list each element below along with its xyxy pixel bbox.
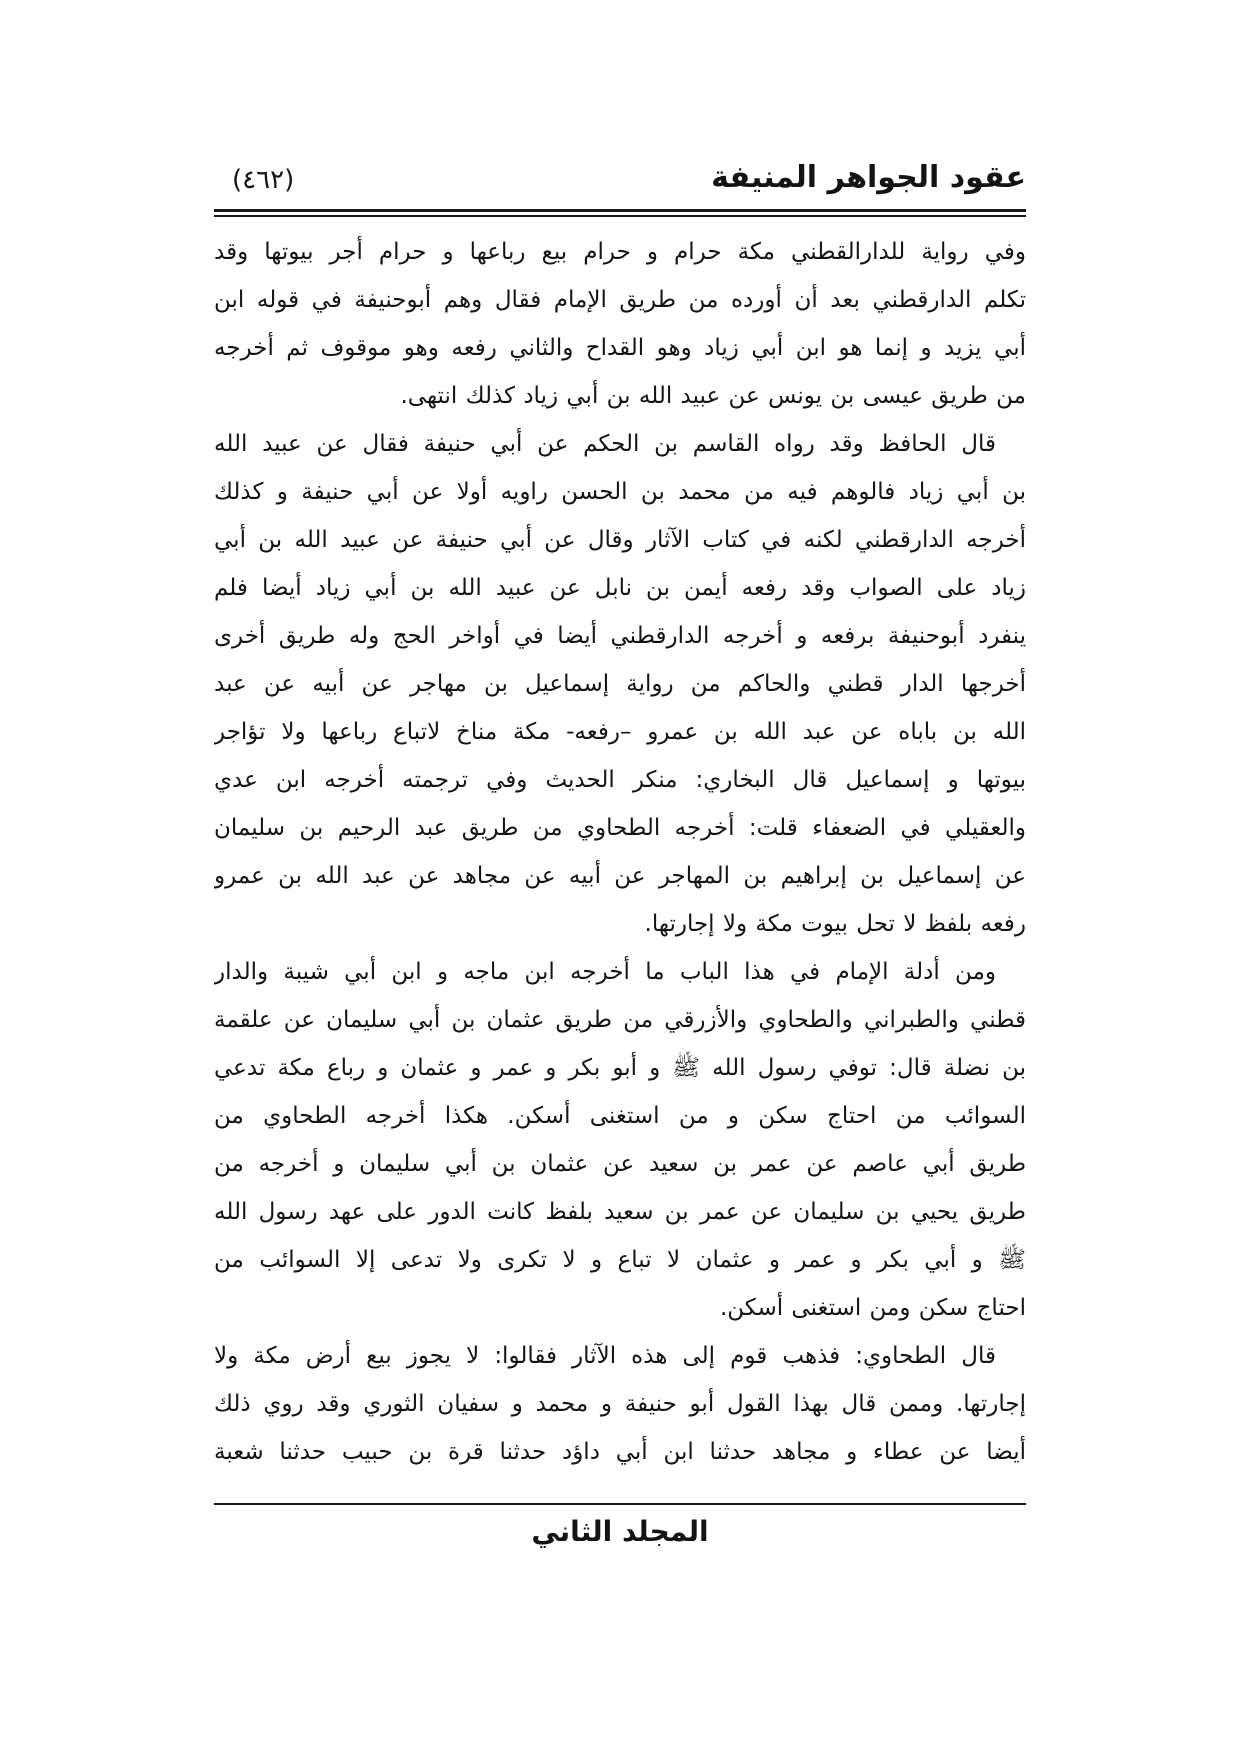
text-line: السوائب من احتاج سكن و من استغنى أسكن. هكذا أخرجه الطحاوي من xyxy=(214,1103,1026,1129)
text-line: تكلم الدارقطني بعد أن أورده من طريق الإمام فقال وهم أبوحنيفة في قوله ابن xyxy=(214,287,1026,313)
text-line: احتاج سكن ومن استغنى أسكن. xyxy=(719,1295,1026,1321)
body-text xyxy=(214,228,1026,1476)
text-line: بن أبي زياد فالوهم فيه من محمد بن الحسن راويه أولا عن أبي حنيفة و كذلك xyxy=(214,479,1026,505)
header-rule xyxy=(214,209,1026,217)
text-line: قال الطحاوي: فذهب قوم إلى هذه الآثار فقالوا: لا يجوز بيع أرض مكة ولا xyxy=(214,1343,996,1369)
page-header xyxy=(214,160,1026,196)
book-title: عقود الجواهر المنيفة xyxy=(711,160,1026,195)
volume-footer: المجلد الثاني xyxy=(531,1515,709,1548)
text-line: من طريق عيسى بن يونس عن عبيد الله بن أبي زياد كذلك انتهى. xyxy=(400,383,1026,409)
text-line: طريق أبي عاصم عن عمر بن سعيد عن عثمان بن أبي سليمان و أخرجه من xyxy=(214,1151,1026,1177)
text-line: أبي يزيد و إنما هو ابن أبي زياد وهو القداح والثاني رفعه وهو موقوف ثم أخرجه xyxy=(214,335,1026,361)
text-line: قطني والطبراني والطحاوي والأزرقي من طريق عثمان بن أبي سليمان عن علقمة xyxy=(214,1007,1026,1033)
footer-rule xyxy=(214,1503,1026,1505)
text-line: ومن أدلة الإمام في هذا الباب ما أخرجه ابن ماجه و ابن أبي شيبة والدار xyxy=(214,959,996,985)
text-line: بيوتها و إسماعيل قال البخاري: منكر الحديث وفي ترجمته أخرجه ابن عدي xyxy=(214,767,1026,793)
text-line: والعقيلي في الضعفاء قلت: أخرجه الطحاوي من طريق عبد الرحيم بن سليمان xyxy=(214,815,1026,841)
text-line: قال الحافظ وقد رواه القاسم بن الحكم عن أبي حنيفة فقال عن عبيد الله xyxy=(214,431,996,457)
text-line: ينفرد أبوحنيفة برفعه و أخرجه الدارقطني أيضا في أواخر الحج وله طريق أخرى xyxy=(214,623,1026,649)
text-line: بن نضلة قال: توفي رسول الله ﷺ و أبو بكر و عمر و عثمان و رباع مكة تدعي xyxy=(214,1055,1026,1081)
text-line: ﷺ و أبي بكر و عمر و عثمان لا تباع و لا تكرى ولا تدعى إلا السوائب من xyxy=(214,1247,1026,1273)
text-line: إجارتها. وممن قال بهذا القول أبو حنيفة و محمد و سفيان الثوري وقد روي ذلك xyxy=(214,1391,1026,1417)
text-line: الله بن باباه عن عبد الله بن عمرو –رفعه- مكة مناخ لاتباع رباعها ولا تؤاجر xyxy=(214,719,1026,745)
text-line: عن إسماعيل بن إبراهيم بن المهاجر عن أبيه عن مجاهد عن عبد الله بن عمرو xyxy=(214,863,1026,889)
text-line: أيضا عن عطاء و مجاهد حدثنا ابن أبي داؤد حدثنا قرة بن حبيب حدثنا شعبة xyxy=(214,1439,1026,1465)
text-line: وفي رواية للدارالقطني مكة حرام و حرام بيع رباعها و حرام أجر بيوتها وقد xyxy=(214,239,1026,265)
text-line: طريق يحيي بن سليمان عن عمر بن سعيد بلفظ كانت الدور على عهد رسول الله xyxy=(214,1199,1026,1225)
page-content xyxy=(214,0,1026,1550)
text-line: أخرجه الدارقطني لكنه في كتاب الآثار وقال عن أبي حنيفة عن عبيد الله بن أبي xyxy=(214,527,1026,553)
text-line: زياد على الصواب وقد رفعه أيمن بن نابل عن عبيد الله بن أبي زياد أيضا فلم xyxy=(214,575,1026,601)
text-line: رفعه بلفظ لا تحل بيوت مكة ولا إجارتها. xyxy=(644,911,1026,937)
page-number: (٤٦٢) xyxy=(232,164,295,195)
text-line: أخرجها الدار قطني والحاكم من رواية إسماعيل بن مهاجر عن أبيه عن عبد xyxy=(214,671,1026,697)
